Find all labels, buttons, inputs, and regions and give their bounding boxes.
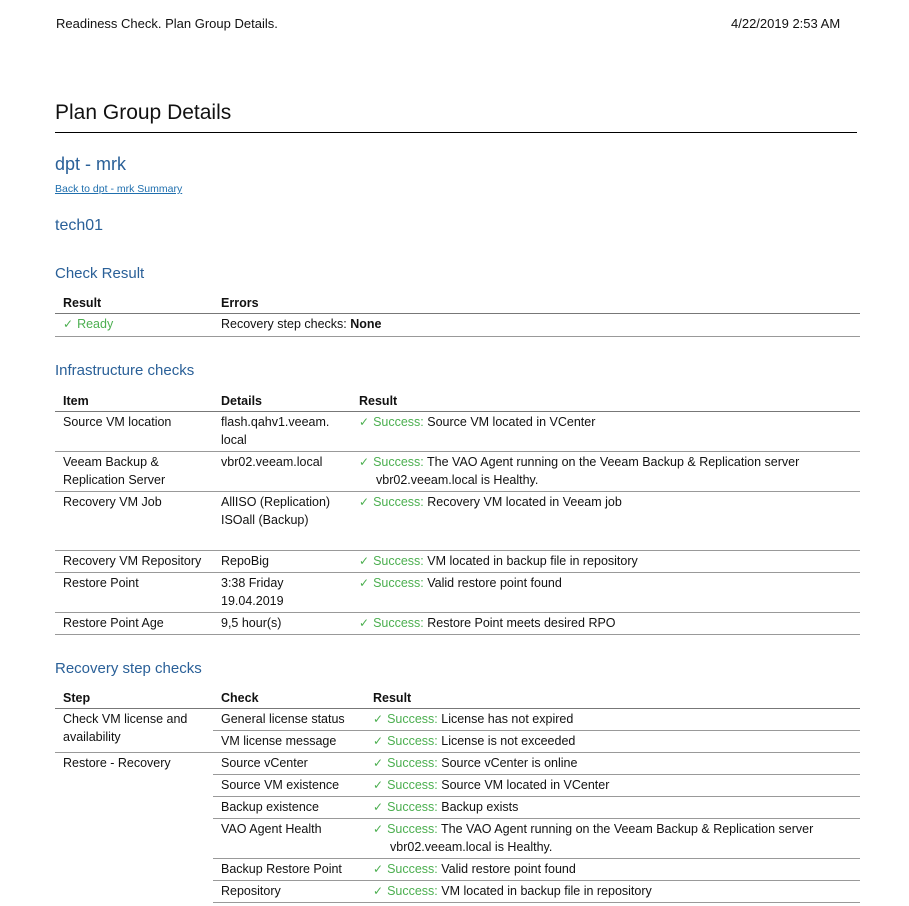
infra-col-details: Details — [221, 394, 262, 408]
check-icon: ✓ — [359, 455, 370, 469]
recovery-row-rule — [213, 902, 860, 903]
infra-item: Restore Point — [63, 576, 139, 590]
recovery-result: ✓ Success: Valid restore point found — [373, 862, 576, 876]
infra-row-rule — [55, 550, 860, 551]
back-to-summary-link[interactable]: Back to dpt - mrk Summary — [55, 183, 183, 195]
infra-result: ✓ Success: Restore Point meets desired RPO — [359, 616, 616, 630]
check-result-bottom-rule — [55, 336, 860, 337]
recovery-row-rule — [213, 858, 860, 859]
infra-item: Veeam Backup & Replication Server — [63, 455, 166, 487]
check-icon: ✓ — [373, 862, 384, 876]
check-icon: ✓ — [63, 317, 74, 331]
recovery-check: Backup existence — [221, 800, 319, 814]
success-label: Success: — [387, 822, 442, 836]
page-title: Plan Group Details — [55, 101, 232, 124]
vm-name: tech01 — [55, 217, 104, 234]
infra-details: 9,5 hour(s) — [221, 616, 282, 630]
check-icon: ✓ — [359, 576, 370, 590]
recovery-step: Restore - Recovery — [63, 756, 171, 770]
success-label: Success: — [387, 734, 442, 748]
infra-item: Restore Point Age — [63, 616, 164, 630]
check-result-col-errors: Errors — [221, 296, 259, 310]
infra-row-rule — [55, 572, 860, 573]
success-label: Success: — [373, 554, 428, 568]
errors-label: Recovery step checks: — [221, 317, 351, 331]
infra-result: ✓ Success: VM located in backup file in repository — [359, 554, 638, 568]
infra-col-result: Result — [359, 394, 398, 408]
recovery-check: Backup Restore Point — [221, 862, 342, 876]
recovery-col-check: Check — [221, 691, 259, 705]
check-result-col-result: Result — [63, 296, 102, 310]
infra-result: ✓ Success: Source VM located in VCenter — [359, 415, 596, 429]
report-timestamp: 4/22/2019 2:53 AM — [731, 16, 841, 31]
ready-label: Ready — [77, 317, 114, 331]
errors-value: None — [350, 317, 382, 331]
recovery-result: ✓ Success: Source VM located in VCenter — [373, 778, 610, 792]
success-label: Success: — [387, 862, 442, 876]
success-label: Success: — [373, 576, 428, 590]
infra-header-rule — [55, 411, 860, 412]
recovery-row-rule — [213, 796, 860, 797]
infra-details: flash.qahv1.veeam. local — [221, 415, 330, 447]
infra-item: Source VM location — [63, 415, 172, 429]
recovery-result: ✓ Success: License is not exceeded — [373, 734, 576, 748]
recovery-row-rule — [55, 752, 860, 753]
check-icon: ✓ — [359, 415, 370, 429]
success-label: Success: — [387, 756, 442, 770]
success-label: Success: — [387, 800, 442, 814]
success-label: Success: — [373, 495, 428, 509]
check-icon: ✓ — [373, 822, 384, 836]
recovery-row-rule — [213, 730, 860, 731]
check-result-heading: Check Result — [55, 265, 145, 282]
check-icon: ✓ — [359, 495, 370, 509]
infra-details: AllISO (Replication) ISOall (Backup) — [221, 495, 331, 527]
infra-row-rule — [55, 634, 860, 635]
recovery-result: ✓ Success: License has not expired — [373, 712, 574, 726]
recovery-check: Repository — [221, 884, 281, 898]
infra-details: 3:38 Friday 19.04.2019 — [221, 576, 284, 608]
success-label: Success: — [373, 415, 428, 429]
recovery-row-rule — [213, 818, 860, 819]
infra-details: RepoBig — [221, 554, 269, 568]
infra-details: vbr02.veeam.local — [221, 455, 323, 469]
recovery-row-rule — [213, 774, 860, 775]
recovery-check: VM license message — [221, 734, 337, 748]
infra-item: Recovery VM Job — [63, 495, 162, 509]
success-label: Success: — [387, 712, 442, 726]
check-icon: ✓ — [359, 616, 370, 630]
success-label: Success: — [387, 884, 442, 898]
recovery-check: General license status — [221, 712, 345, 726]
recovery-row-rule — [213, 880, 860, 881]
check-icon: ✓ — [373, 756, 384, 770]
infra-row-rule — [55, 491, 860, 492]
check-icon: ✓ — [373, 712, 384, 726]
infra-result: ✓ Success: The VAO Agent running on the Veeam Backup & Replication server vbr02.veeam.local is Healthy. — [359, 455, 800, 487]
recovery-step: Check VM license and availability — [63, 712, 188, 744]
check-result-errors — [221, 315, 381, 333]
recovery-result: ✓ Success: VM located in backup file in repository — [373, 884, 652, 898]
infra-result: ✓ Success: Recovery VM located in Veeam job — [359, 495, 622, 509]
success-label: Success: — [387, 778, 442, 792]
recovery-col-result: Result — [373, 691, 412, 705]
check-icon: ✓ — [373, 734, 384, 748]
success-label: Success: — [373, 455, 428, 469]
report-header-title: Readiness Check. Plan Group Details. — [56, 16, 278, 31]
infrastructure-heading: Infrastructure checks — [55, 362, 195, 379]
recovery-col-step: Step — [63, 691, 91, 705]
recovery-check: Source vCenter — [221, 756, 308, 770]
infra-col-item: Item — [63, 394, 89, 408]
recovery-result: ✓ Success: The VAO Agent running on the Veeam Backup & Replication server vbr02.veeam.local is Healthy. — [373, 822, 814, 854]
title-divider — [55, 132, 857, 133]
plan-group-name: dpt - mrk — [55, 154, 127, 174]
recovery-result: ✓ Success: Backup exists — [373, 800, 519, 814]
infra-row-rule — [55, 612, 860, 613]
infra-row-rule — [55, 451, 860, 452]
check-icon: ✓ — [373, 800, 384, 814]
check-icon: ✓ — [373, 778, 384, 792]
recovery-header-rule — [55, 708, 860, 709]
check-result-header-rule — [55, 313, 860, 314]
recovery-check: VAO Agent Health — [221, 822, 322, 836]
recovery-check: Source VM existence — [221, 778, 340, 792]
check-result-status — [63, 315, 113, 333]
recovery-heading: Recovery step checks — [55, 660, 202, 677]
check-icon: ✓ — [359, 554, 370, 568]
infra-item: Recovery VM Repository — [63, 554, 202, 568]
recovery-result: ✓ Success: Source vCenter is online — [373, 756, 578, 770]
success-label: Success: — [373, 616, 428, 630]
infra-result: ✓ Success: Valid restore point found — [359, 576, 562, 590]
check-icon: ✓ — [373, 884, 384, 898]
